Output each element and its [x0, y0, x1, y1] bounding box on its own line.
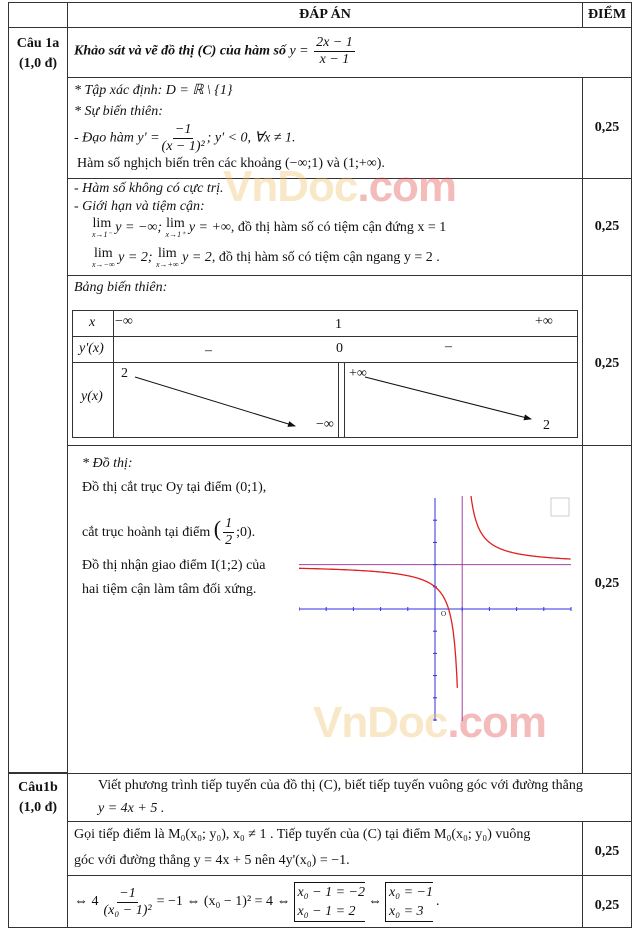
monotonic-text: Hàm số nghịch biến trên các khoảng (−∞;1) và (1;+∞).: [77, 156, 385, 171]
graph-text-3: Đồ thị nhận giao điểm I(1;2) của: [82, 558, 266, 573]
step2-end: .: [435, 894, 440, 909]
prompt-text: Viết phương trình tiếp tuyến của đồ thị (C), biết tiếp tuyến vuông góc với đường thẳng: [98, 778, 583, 793]
y-left-limit: 2: [121, 366, 128, 381]
question-points: (1,0 đ): [18, 800, 58, 815]
case-bracket-2: [385, 882, 433, 922]
score-cell: [582, 821, 632, 876]
lim-word: lim: [166, 216, 185, 231]
graph-text-2b: ;0).: [236, 525, 256, 540]
legend-box: [551, 498, 569, 516]
step2-mid: = −1 ⇔ (x₀ − 1)² = 4 ⇔: [156, 894, 291, 909]
lim-word: lim: [157, 246, 177, 261]
y-neg-inf: −∞: [316, 417, 334, 432]
question-number: Câu 1a: [16, 36, 60, 51]
tangent-step-1: [67, 821, 583, 876]
case-1a: x₀ − 1 = −2: [297, 885, 365, 900]
graph-block: * Đồ thị: Đồ thị cắt trục Oy tại điểm (0;1), cắt trục hoành tại điểm ( $\frac{1}{2}$ ;0). Đồ thị nhận giao điểm I(1;2) của hai tiệm cận làm tâm đối xứng. O VnDoc.com: [67, 445, 583, 774]
answer-table: [8, 2, 632, 928]
lim-value: y = −∞;: [115, 220, 163, 236]
score-cell: [582, 178, 632, 276]
score-value: 0,25: [594, 120, 620, 135]
derivative-sign: ; y' < 0, ∀x ≠ 1.: [206, 130, 296, 146]
tangent-step-2: [67, 875, 583, 928]
watermark-a: VnDoc: [313, 698, 448, 747]
score-cell: [582, 445, 632, 774]
limits-heading: - Giới hạn và tiệm cận:: [74, 199, 205, 214]
variation-table-block: [67, 275, 583, 446]
graph-text-4: hai tiệm cận làm tâm đối xứng.: [82, 582, 257, 597]
row-x-label: x: [89, 315, 96, 330]
denominator: x − 1: [319, 52, 350, 67]
equiv-arrow: ⇔: [367, 894, 382, 909]
yprime-minus-left: –: [205, 343, 212, 358]
function-fraction: [314, 35, 355, 68]
watermark-a: VnDoc: [223, 162, 358, 211]
header-score: ĐIỂM: [582, 2, 632, 28]
watermark-b: .com: [447, 698, 547, 747]
derivative-label: - Đạo hàm y' =: [74, 130, 160, 146]
half-fraction: [223, 516, 234, 549]
score-value: 0,25: [594, 356, 620, 371]
row-yprime-label: y'(x): [79, 341, 104, 356]
question-number: Câu1b: [18, 780, 58, 795]
question-1a-label: [8, 27, 68, 773]
yprime-zero: 0: [336, 341, 343, 356]
vertical-asymptote-text: , đồ thị hàm số có tiệm cận đứng x = 1: [230, 220, 447, 236]
score-cell: [582, 77, 632, 179]
y-right-limit: 2: [543, 418, 550, 433]
x-pos-inf: +∞: [535, 314, 553, 329]
watermark-b: .com: [357, 162, 457, 211]
step2-pre: ⇔ 4: [74, 894, 99, 909]
graph-text-1: Đồ thị cắt trục Oy tại điểm (0;1),: [82, 480, 267, 495]
question-1a-title-row: [67, 27, 632, 78]
denominator: (x − 1)²: [161, 139, 205, 154]
score-cell: [582, 875, 632, 928]
lim-sub: x→1⁺: [165, 230, 186, 239]
domain-text: * Tập xác định: D = ℝ \ {1}: [74, 83, 233, 98]
lim-word: lim: [93, 246, 113, 261]
function-lhs: y =: [289, 43, 309, 59]
header-blank: [8, 2, 68, 28]
score-value: 0,25: [594, 898, 620, 913]
row-y-label: y(x): [81, 389, 103, 404]
lim-sub: x→−∞: [92, 260, 115, 269]
score-cell: [582, 275, 632, 446]
step2-fraction: [104, 886, 152, 919]
prompt-line: y = 4x + 5 .: [98, 801, 165, 816]
x-neg-inf: −∞: [115, 314, 133, 329]
denominator: 2: [225, 533, 233, 549]
denominator: (x₀ − 1)²: [103, 902, 152, 918]
case-1b: x₀ − 1 = 2: [297, 904, 356, 919]
numerator: −1: [119, 885, 136, 901]
step1-text-a: Gọi tiếp điểm là M₀(x₀; y₀), x₀ ≠ 1 . Tiếp tuyến của (C) tại điểm M₀(x₀; y₀) vuông: [74, 827, 531, 842]
function-graph: [299, 496, 574, 726]
origin-label: O: [441, 610, 447, 618]
step1-text-b: góc với đường thẳng y = 4x + 5 nên 4y'(x₀) = −1.: [74, 853, 350, 868]
lim-value: y = 2;: [118, 250, 153, 266]
lim-sub: x→1⁻: [92, 230, 112, 239]
numerator: 1: [225, 516, 233, 532]
variation-table-title: Bảng biến thiên:: [74, 280, 168, 295]
case-2b: x₀ = 3: [388, 904, 424, 919]
graph-text-2: cắt trục hoành tại điểm: [82, 525, 211, 540]
lim-value: y = +∞: [188, 220, 231, 236]
lim-word: lim: [92, 216, 112, 231]
derivative-fraction: [162, 122, 205, 155]
question-points: (1,0 đ): [18, 56, 58, 71]
curve-left-branch: [299, 568, 457, 688]
question-1b-label: [8, 773, 68, 928]
watermark: [223, 162, 456, 212]
x-one: 1: [335, 317, 342, 332]
lim-sub: x→+∞: [155, 260, 179, 269]
header-answer: ĐÁP ÁN: [67, 2, 583, 28]
variation-heading: * Sự biến thiên:: [74, 104, 163, 119]
vertical-asymptote-line: [92, 217, 446, 239]
score-value: 0,25: [594, 219, 620, 234]
y-pos-inf: +∞: [349, 366, 367, 381]
horizontal-asymptote-text: , đồ thị hàm số có tiệm cận ngang y = 2 .: [211, 250, 440, 266]
extrema-text: - Hàm số không có cực trị.: [74, 181, 224, 196]
graph-title: * Đồ thị:: [82, 456, 133, 471]
numerator: −1: [174, 122, 192, 137]
question-title: Khảo sát và vẽ đồ thị (C) của hàm số: [74, 43, 286, 59]
watermark: [313, 698, 546, 748]
variation-table: [72, 310, 578, 438]
case-2a: x₀ = −1: [388, 885, 433, 900]
score-value: 0,25: [594, 844, 620, 859]
lim-value: y = 2: [182, 250, 212, 266]
horizontal-asymptote-line: [92, 247, 440, 269]
case-bracket-1: [294, 882, 365, 922]
yprime-minus-right: –: [445, 339, 452, 354]
score-value: 0,25: [594, 576, 620, 591]
decreasing-arrows: [73, 311, 577, 437]
numerator: 2x − 1: [316, 35, 353, 50]
question-1b-prompt: [67, 773, 632, 822]
